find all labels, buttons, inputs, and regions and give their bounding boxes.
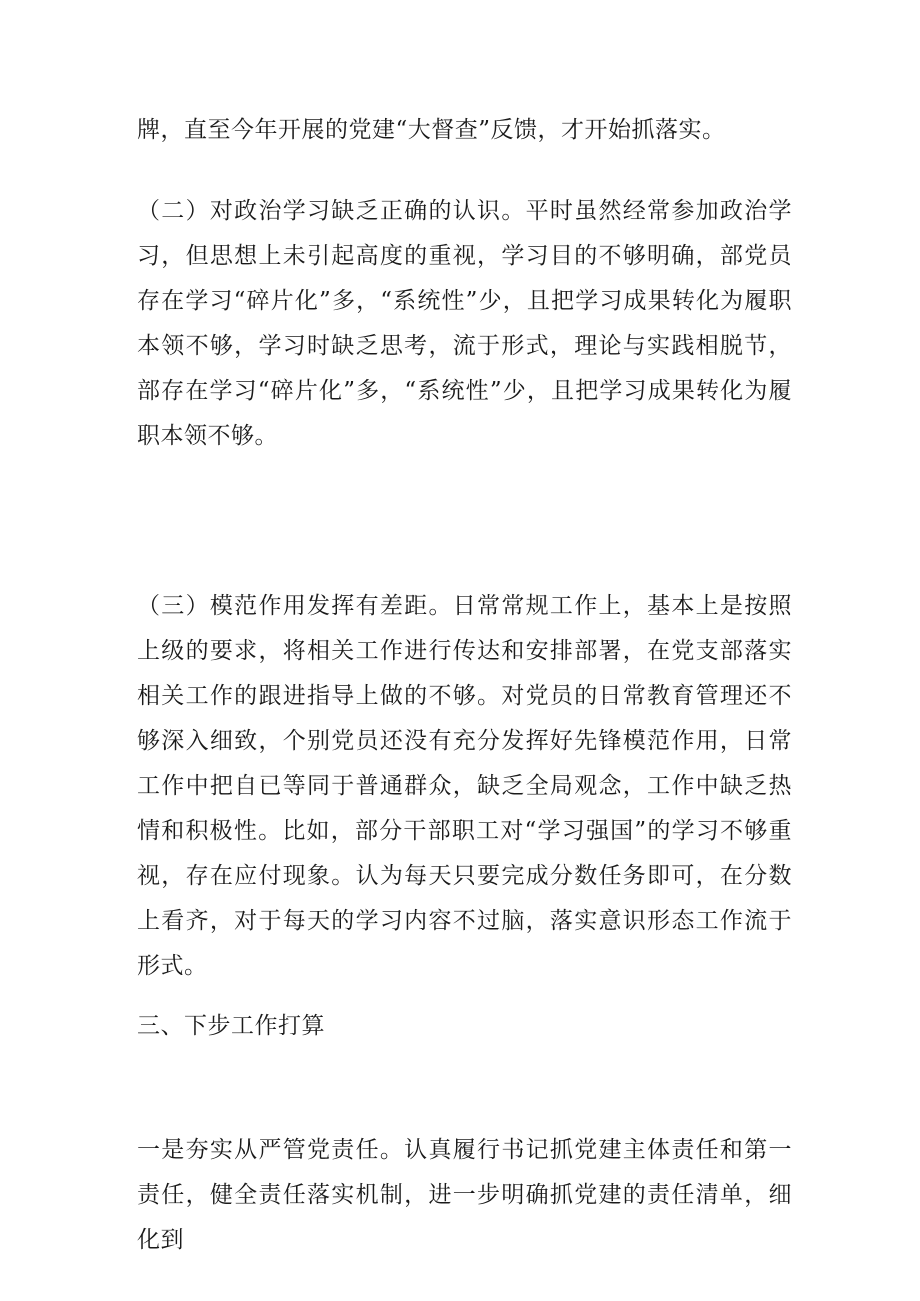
paragraph-political-study: （二）对政治学习缺乏正确的认识。平时虽然经常参加政治学习，但思想上未引起高度的重视，学习目的不够明确，部党员存在学习“碎片化”多，“系统性”少，且把学习成果转化为履职本领不够，学习时缺乏思考，流于形式，理论与实践相脱节，部存在学习“碎片化”多，“系统性”少，且把学习成果转化为履职本领不够。 — [137, 198, 792, 449]
paragraph-responsibility: 一是夯实从严管党责任。认真履行书记抓党建主体责任和第一责任，健全责任落实机制，进一步明确抓党建的责任清单，细化到 — [137, 1137, 792, 1253]
paragraph-continuation: 牌，直至今年开展的党建“大督查”反馈，才开始抓落实。 — [137, 117, 726, 143]
paragraph-role-model: （三）模范作用发挥有差距。日常常规工作上，基本上是按照上级的要求，将相关工作进行传达和安排部署，在党支部落实相关工作的跟进指导上做的不够。对党员的日常教育管理还不够深入细致，个别党员还没有充分发挥好先锋模范作用，日常工作中把自已等同于普通群众，缺乏全局观念，工作中缺乏热情和积极性。比如，部分干部职工对“学习强国”的学习不够重视，存在应付现象。认为每天只要完成分数任务即可，在分数上看齐，对于每天的学习内容不过脑，落实意识形态工作流于形式。 — [137, 593, 792, 979]
section-heading-next-steps: 三、下步工作打算 — [137, 1013, 325, 1039]
